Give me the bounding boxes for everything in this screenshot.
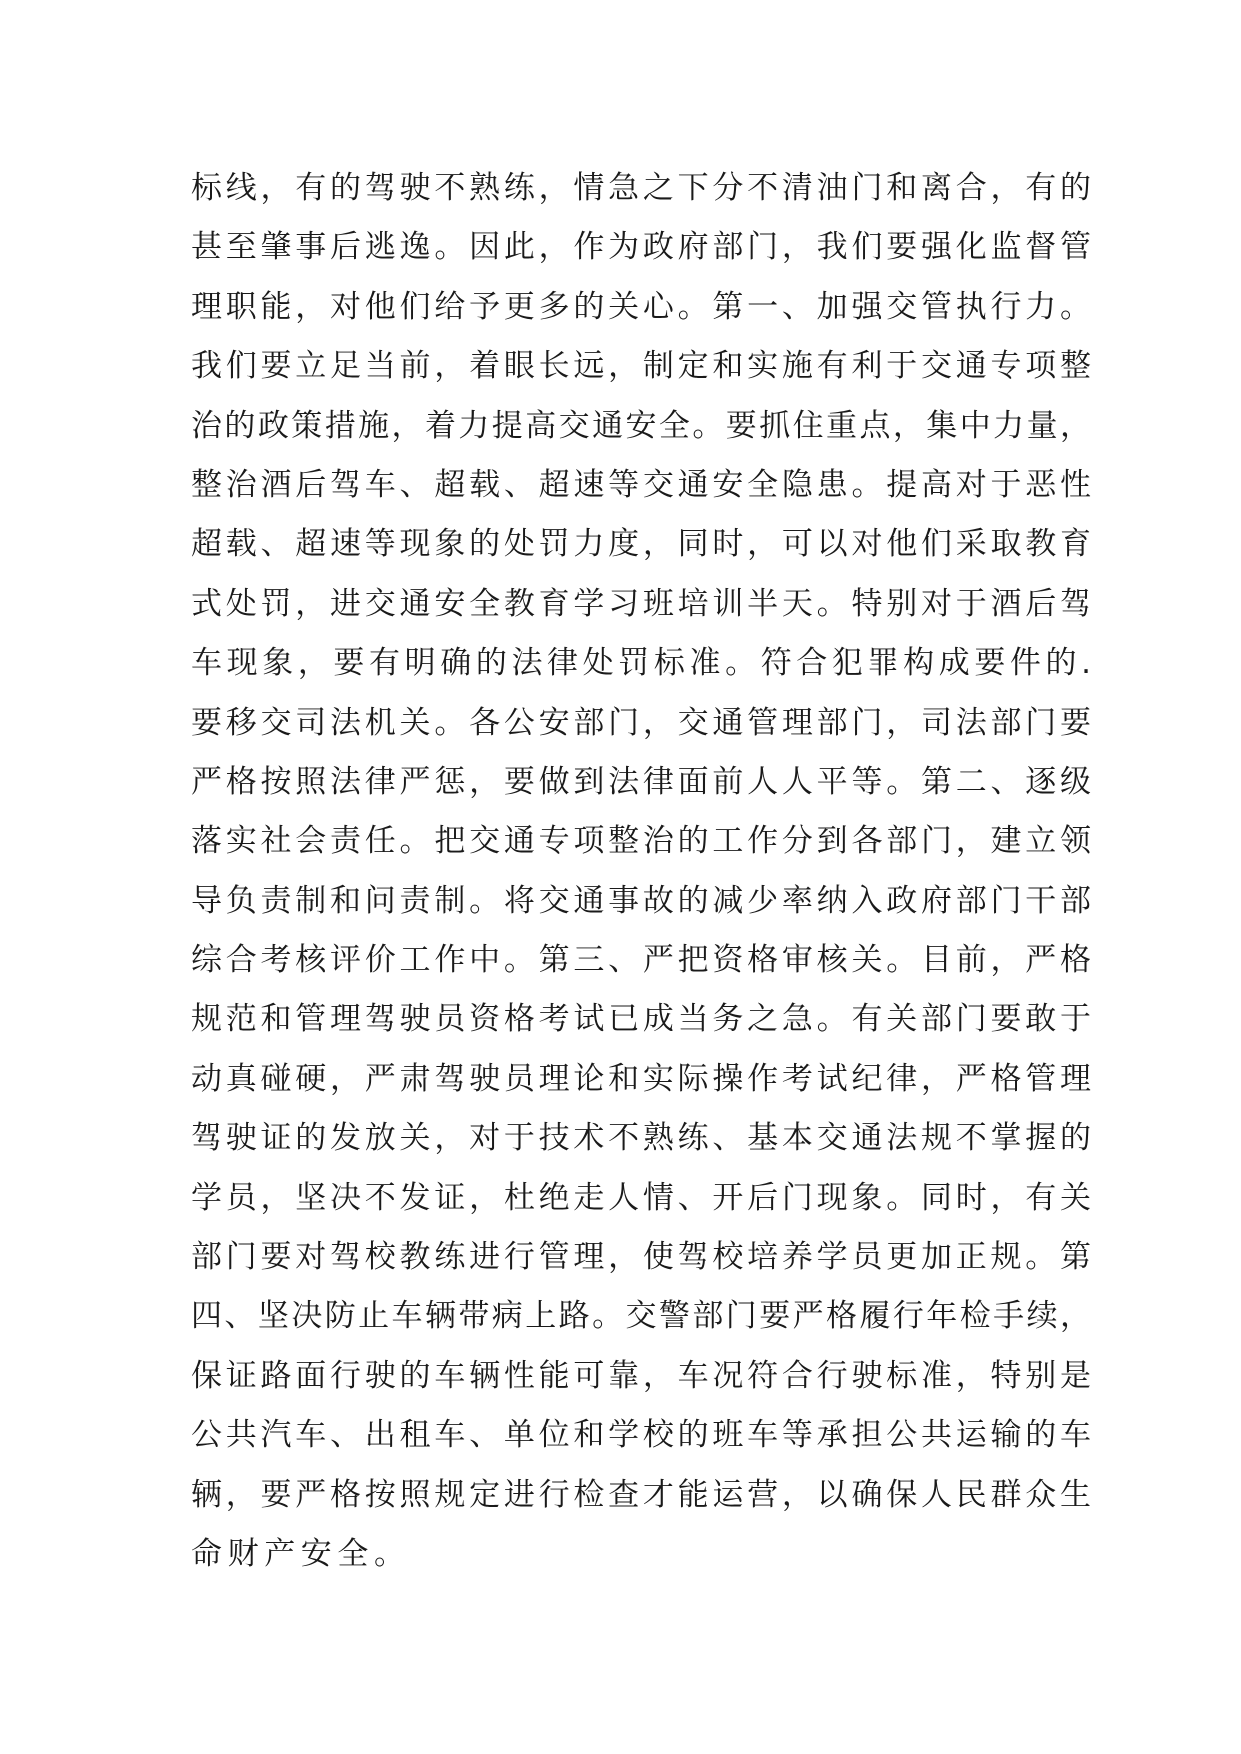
text-line: 超载、超速等现象的处罚力度，同时，可以对他们采取教育: [191, 526, 1091, 563]
body-paragraph: [191, 159, 1091, 1584]
text-line: 辆，要严格按照规定进行检查才能运营，以确保人民群众生: [191, 1476, 1091, 1513]
text-line: 车现象，要有明确的法律处罚标准。符合犯罪构成要件的.: [191, 645, 1091, 682]
text-line: 部门要对驾校教练进行管理，使驾校培养学员更加正规。第: [191, 1239, 1091, 1276]
text-line: 标线，有的驾驶不熟练，情急之下分不清油门和离合，有的: [191, 170, 1091, 206]
text-line: 规范和管理驾驶员资格考试已成当务之急。有关部门要敢于: [191, 1001, 1091, 1038]
text-line: 四、坚决防止车辆带病上路。交警部门要严格履行年检手续，: [191, 1298, 1091, 1335]
text-line: 治的政策措施，着力提高交通安全。要抓住重点，集中力量，: [191, 407, 1091, 444]
text-line: 学员，坚决不发证，杜绝走人情、开后门现象。同时，有关: [191, 1179, 1091, 1216]
text-line: 驾驶证的发放关，对于技术不熟练、基本交通法规不掌握的: [191, 1120, 1091, 1157]
text-line: 严格按照法律严惩，要做到法律面前人人平等。第二、逐级: [191, 763, 1091, 800]
text-line: 综合考核评价工作中。第三、严把资格审核关。目前，严格: [191, 942, 1091, 979]
text-line: 导负责制和问责制。将交通事故的减少率纳入政府部门干部: [191, 882, 1091, 919]
text-line: 落实社会责任。把交通专项整治的工作分到各部门，建立领: [191, 823, 1091, 860]
text-line-last: 命财产安全。: [191, 1535, 411, 1572]
text-line: 保证路面行驶的车辆性能可靠，车况符合行驶标准，特别是: [191, 1357, 1091, 1394]
text-line: 甚至肇事后逃逸。因此，作为政府部门，我们要强化监督管: [191, 229, 1091, 266]
text-line: 整治酒后驾车、超载、超速等交通安全隐患。提高对于恶性: [191, 466, 1091, 503]
text-line: 动真碰硬，严肃驾驶员理论和实际操作考试纪律，严格管理: [191, 1060, 1091, 1097]
text-line: 要移交司法机关。各公安部门，交通管理部门，司法部门要: [191, 704, 1091, 741]
text-line: 公共汽车、出租车、单位和学校的班车等承担公共运输的车: [191, 1417, 1091, 1454]
text-line: 式处罚，进交通安全教育学习班培训半天。特别对于酒后驾: [191, 585, 1091, 622]
text-line: 理职能，对他们给予更多的关心。第一、加强交管执行力。: [191, 288, 1091, 325]
text-line: 我们要立足当前，着眼长远，制定和实施有利于交通专项整: [191, 348, 1091, 385]
